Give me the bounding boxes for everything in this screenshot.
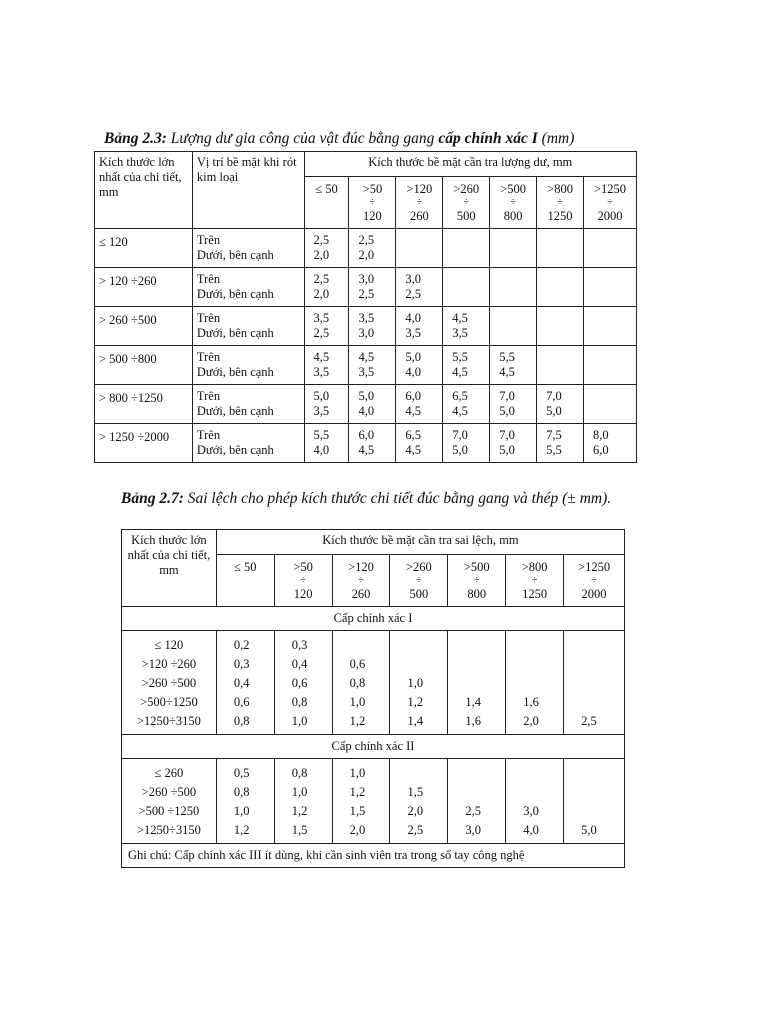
table1-value-cell bbox=[443, 307, 490, 346]
size-range-from: >500 bbox=[463, 560, 490, 574]
value bbox=[581, 693, 624, 712]
table2-size-labels bbox=[122, 631, 217, 735]
value: 1,6 bbox=[465, 714, 481, 728]
value: 0,6 bbox=[233, 695, 250, 709]
value bbox=[465, 655, 505, 674]
value: 1,0 bbox=[233, 804, 250, 818]
table1-value-cell bbox=[349, 424, 396, 463]
value-bottom: 2,0 bbox=[358, 248, 375, 262]
table1-header-size: Kích thước lớn nhất của chi tiết, mm bbox=[95, 152, 193, 229]
value: 0,8 bbox=[291, 695, 308, 709]
size-label: >500 ÷1250 bbox=[138, 804, 200, 818]
size-range-from: >800 bbox=[547, 182, 573, 196]
table2-body bbox=[122, 530, 625, 868]
value: 1,2 bbox=[233, 823, 250, 837]
value: 0,6 bbox=[349, 657, 366, 671]
table1-value-cell bbox=[584, 424, 637, 463]
table1-caption-unit: (mm) bbox=[537, 130, 575, 147]
table1-value-cell bbox=[349, 385, 396, 424]
value: 1,2 bbox=[349, 714, 366, 728]
size-range-to: 800 bbox=[467, 587, 487, 601]
table1-value-cell bbox=[304, 307, 349, 346]
table1-size-cell: > 120 ÷260 bbox=[95, 268, 193, 307]
table1-caption bbox=[104, 129, 664, 149]
value-bottom: 2,5 bbox=[313, 326, 330, 340]
table1-row bbox=[95, 424, 637, 463]
value-bottom: 2,0 bbox=[313, 248, 330, 262]
table2-size-col-header bbox=[564, 555, 625, 607]
size-label: >260 ÷500 bbox=[141, 676, 197, 690]
table2-caption bbox=[121, 489, 641, 509]
position-top-label: Trên bbox=[196, 389, 221, 403]
value-top: 5,0 bbox=[405, 350, 421, 364]
table1-value-cell bbox=[349, 346, 396, 385]
value-bottom: 4,5 bbox=[452, 404, 468, 418]
table1-value-cell bbox=[490, 424, 537, 463]
value-bottom: 5,0 bbox=[452, 443, 468, 457]
size-range-from: >50 bbox=[293, 560, 313, 574]
size-range-to: 2000 bbox=[597, 209, 623, 223]
table2-section-row bbox=[122, 607, 625, 631]
table1-row bbox=[95, 307, 637, 346]
value-top: 6,0 bbox=[405, 389, 421, 403]
table1-value-cell bbox=[396, 268, 443, 307]
position-bottom-label: Dưới, bên cạnh bbox=[196, 404, 274, 418]
value: 1,0 bbox=[349, 766, 366, 780]
value-top: 5,0 bbox=[358, 389, 375, 403]
value: 0,8 bbox=[233, 714, 250, 728]
position-top-label: Trên bbox=[196, 428, 221, 442]
value: 1,5 bbox=[407, 785, 424, 799]
table2-header-size: Kích thước lớn nhất của chi tiết, mm bbox=[122, 530, 217, 607]
table2-value-column bbox=[274, 631, 332, 735]
value: 0,8 bbox=[233, 785, 250, 799]
value: 0,4 bbox=[291, 657, 308, 671]
value-bottom: 3,5 bbox=[313, 365, 330, 379]
table1-header-row bbox=[95, 152, 637, 177]
table2-value-column bbox=[274, 759, 332, 844]
position-top-label: Trên bbox=[196, 272, 221, 286]
table1-row bbox=[95, 229, 637, 268]
value bbox=[581, 764, 624, 783]
table2-header-group: Kích thước bề mặt cần tra sai lệch, mm bbox=[216, 530, 624, 555]
table2-value-column bbox=[216, 759, 274, 844]
table1-value-cell bbox=[349, 229, 396, 268]
value: 0,6 bbox=[291, 676, 308, 690]
table1-caption-emphasis: cấp chính xác I bbox=[438, 130, 538, 147]
value bbox=[407, 764, 447, 783]
size-range-divider: ÷ bbox=[416, 575, 422, 586]
value-bottom: 3,5 bbox=[358, 365, 375, 379]
value-bottom: 4,0 bbox=[358, 404, 375, 418]
table1-value-cell bbox=[304, 229, 349, 268]
value-bottom: 4,5 bbox=[452, 365, 468, 379]
size-range-from: >120 bbox=[406, 182, 433, 196]
value-bottom: 2,5 bbox=[358, 287, 375, 301]
table1-size-col-header bbox=[349, 177, 396, 229]
table1-value-cell bbox=[584, 307, 637, 346]
size-range-divider: ÷ bbox=[416, 197, 423, 208]
table2-value-column bbox=[216, 631, 274, 735]
size-range-divider: ÷ bbox=[607, 197, 613, 208]
value: 1,6 bbox=[523, 695, 539, 709]
value-top: 4,5 bbox=[313, 350, 330, 364]
table1-value-cell bbox=[304, 424, 349, 463]
table1-value-cell bbox=[349, 268, 396, 307]
table1-header-position: Vị trí bề mặt khi rót kim loại bbox=[192, 152, 304, 229]
table2-section-title: Cấp chính xác II bbox=[122, 735, 625, 759]
value-bottom: 5,0 bbox=[499, 404, 515, 418]
position-bottom-label: Dưới, bên cạnh bbox=[196, 287, 274, 301]
size-range-divider: ÷ bbox=[591, 575, 597, 586]
position-bottom-label: Dưới, bên cạnh bbox=[196, 443, 274, 457]
table2-size-col-header bbox=[332, 555, 390, 607]
position-top-label: Trên bbox=[196, 311, 221, 325]
size-label: ≤ 120 bbox=[154, 638, 184, 652]
size-label: ≤ 260 bbox=[154, 766, 184, 780]
value: 3,0 bbox=[523, 804, 539, 818]
value-bottom: 5,5 bbox=[546, 443, 562, 457]
table1-value-cell bbox=[537, 346, 584, 385]
value-top: 4,5 bbox=[358, 350, 375, 364]
table2-value-column bbox=[448, 631, 506, 735]
table2-value-column bbox=[390, 759, 448, 844]
value bbox=[523, 655, 563, 674]
table2-data-row bbox=[122, 759, 625, 844]
value-bottom: 4,5 bbox=[499, 365, 515, 379]
table1-row bbox=[95, 346, 637, 385]
value: 0,3 bbox=[233, 657, 250, 671]
size-range-divider: ÷ bbox=[358, 575, 364, 586]
table2-caption-text: Sai lệch cho phép kích thước chi tiết đúc bằng gang và thép (± mm). bbox=[183, 490, 612, 507]
table1-size-col-header bbox=[396, 177, 443, 229]
value-bottom: 3,0 bbox=[358, 326, 375, 340]
size-range-to: 500 bbox=[456, 209, 476, 223]
value-top: 5,5 bbox=[499, 350, 515, 364]
value: 1,0 bbox=[291, 714, 308, 728]
size-range-divider: ÷ bbox=[510, 197, 516, 208]
value bbox=[350, 636, 390, 655]
table1-value-cell bbox=[396, 346, 443, 385]
table1-position-cell bbox=[192, 346, 304, 385]
table2-caption-label: Bảng 2.7: bbox=[121, 490, 184, 507]
size-range-from: >50 bbox=[362, 182, 383, 196]
value bbox=[465, 764, 505, 783]
value-top: 8,0 bbox=[593, 428, 609, 442]
table2 bbox=[121, 529, 625, 868]
size-range-to: 260 bbox=[409, 209, 429, 223]
value-bottom: 5,0 bbox=[546, 404, 562, 418]
value-bottom: 2,0 bbox=[313, 287, 330, 301]
value-top: 6,5 bbox=[452, 389, 468, 403]
size-range-to: 2000 bbox=[581, 587, 607, 601]
value: 2,5 bbox=[465, 804, 481, 818]
size-range-divider: ÷ bbox=[474, 575, 480, 586]
table2-size-labels bbox=[122, 759, 217, 844]
size-range-from: >260 bbox=[406, 560, 432, 574]
value bbox=[465, 674, 505, 693]
size-range-from: >120 bbox=[348, 560, 374, 574]
size-range-from: >500 bbox=[500, 182, 527, 196]
value: 1,2 bbox=[291, 804, 308, 818]
table1-position-cell bbox=[192, 385, 304, 424]
table1-value-cell bbox=[537, 229, 584, 268]
value-bottom: 3,5 bbox=[452, 326, 468, 340]
value bbox=[465, 783, 505, 802]
table2-value-column bbox=[332, 759, 390, 844]
value-top: 7,5 bbox=[546, 428, 562, 442]
value: 1,0 bbox=[349, 695, 366, 709]
value-top: 4,5 bbox=[452, 311, 468, 325]
table1-value-cell bbox=[349, 307, 396, 346]
table1-value-cell bbox=[490, 229, 537, 268]
table1-value-cell bbox=[396, 385, 443, 424]
size-range-divider: ÷ bbox=[300, 575, 306, 586]
value-bottom: 3,5 bbox=[313, 404, 330, 418]
value bbox=[407, 655, 447, 674]
size-label: >120 ÷260 bbox=[141, 657, 197, 671]
table1-body bbox=[95, 152, 637, 463]
size-range-to: 800 bbox=[503, 209, 523, 223]
table2-value-column bbox=[332, 631, 390, 735]
value: 1,5 bbox=[291, 823, 308, 837]
value-top: 5,5 bbox=[313, 428, 330, 442]
value: 2,0 bbox=[407, 804, 424, 818]
value-top: 3,0 bbox=[405, 272, 421, 286]
table2-value-column bbox=[448, 759, 506, 844]
value-top: 3,5 bbox=[313, 311, 330, 325]
value-top: 7,0 bbox=[546, 389, 562, 403]
value bbox=[523, 674, 563, 693]
table1-size-cell: > 800 ÷1250 bbox=[95, 385, 193, 424]
table1-row bbox=[95, 268, 637, 307]
value-top: 7,0 bbox=[499, 389, 515, 403]
table2-value-column bbox=[564, 759, 625, 844]
value bbox=[523, 783, 563, 802]
table1-value-cell bbox=[304, 346, 349, 385]
table1-value-cell bbox=[304, 268, 349, 307]
table2-section-title: Cấp chính xác I bbox=[122, 607, 625, 631]
value: 1,0 bbox=[291, 785, 308, 799]
table1-header-group: Kích thước bề mặt cần tra lượng dư, mm bbox=[304, 152, 636, 177]
table1-position-cell bbox=[192, 307, 304, 346]
size-range-to: 260 bbox=[351, 587, 371, 601]
table1-value-cell bbox=[396, 424, 443, 463]
value-top: 5,5 bbox=[452, 350, 468, 364]
value: 2,0 bbox=[523, 714, 539, 728]
size-range-divider: ÷ bbox=[531, 575, 538, 586]
value: 0,3 bbox=[291, 638, 308, 652]
table1-value-cell bbox=[537, 385, 584, 424]
value: 0,8 bbox=[349, 676, 366, 690]
position-bottom-label: Dưới, bên cạnh bbox=[196, 248, 274, 262]
value-top: 4,0 bbox=[405, 311, 421, 325]
table1-size-col-header bbox=[304, 177, 349, 229]
size-range-from: >800 bbox=[521, 560, 548, 574]
size-label: >500÷1250 bbox=[140, 695, 198, 709]
table1-value-cell bbox=[490, 268, 537, 307]
value-top: 3,0 bbox=[358, 272, 375, 286]
value: 3,0 bbox=[465, 823, 481, 837]
size-range-from: ≤ 50 bbox=[234, 560, 257, 574]
value bbox=[581, 783, 624, 802]
size-range-to: 1250 bbox=[547, 209, 573, 223]
value-top: 6,5 bbox=[405, 428, 421, 442]
table1-size-cell: > 260 ÷500 bbox=[95, 307, 193, 346]
table2-note: Ghi chú: Cấp chính xác III ít dùng, khi cần sinh viên tra trong sổ tay công nghệ bbox=[122, 844, 625, 868]
position-top-label: Trên bbox=[196, 350, 221, 364]
table1-value-cell bbox=[584, 268, 637, 307]
value-top: 7,0 bbox=[499, 428, 515, 442]
table1 bbox=[94, 151, 637, 463]
value-top: 5,0 bbox=[313, 389, 330, 403]
table2-value-column bbox=[564, 631, 625, 735]
table2-value-column bbox=[390, 631, 448, 735]
size-label: >260 ÷500 bbox=[141, 785, 197, 799]
table1-caption-text: Lượng dư gia công của vật đúc bằng gang bbox=[166, 130, 439, 147]
size-range-to: 120 bbox=[363, 209, 382, 223]
value bbox=[581, 802, 624, 821]
value: 0,8 bbox=[291, 766, 308, 780]
size-label: >1250÷3150 bbox=[136, 714, 201, 728]
value-bottom: 2,5 bbox=[405, 287, 421, 301]
size-range-divider: ÷ bbox=[369, 197, 376, 208]
value: 0,2 bbox=[233, 638, 250, 652]
position-bottom-label: Dưới, bên cạnh bbox=[196, 365, 274, 379]
table1-position-cell bbox=[192, 424, 304, 463]
table1-value-cell bbox=[537, 424, 584, 463]
table1-size-col-header bbox=[537, 177, 584, 229]
value bbox=[523, 636, 563, 655]
value-top: 2,5 bbox=[313, 233, 330, 247]
table1-size-cell: > 1250 ÷2000 bbox=[95, 424, 193, 463]
table1-value-cell bbox=[304, 385, 349, 424]
size-range-to: 1250 bbox=[522, 587, 548, 601]
value-bottom: 4,0 bbox=[405, 365, 421, 379]
value: 2,5 bbox=[581, 714, 597, 728]
value: 2,0 bbox=[349, 823, 366, 837]
size-range-divider: ÷ bbox=[463, 197, 469, 208]
value bbox=[581, 655, 624, 674]
value-bottom: 4,5 bbox=[358, 443, 375, 457]
value-bottom: 3,5 bbox=[405, 326, 421, 340]
table1-size-cell: > 500 ÷800 bbox=[95, 346, 193, 385]
table1-position-cell bbox=[192, 268, 304, 307]
position-top-label: Trên bbox=[196, 233, 221, 247]
table2-size-col-header bbox=[506, 555, 564, 607]
value-top: 2,5 bbox=[313, 272, 330, 286]
size-range-from: ≤ 50 bbox=[315, 182, 338, 196]
value: 1,0 bbox=[407, 676, 424, 690]
value bbox=[581, 674, 624, 693]
value-top: 7,0 bbox=[452, 428, 468, 442]
size-range-to: 120 bbox=[293, 587, 313, 601]
value-bottom: 6,0 bbox=[593, 443, 609, 457]
value bbox=[581, 636, 624, 655]
table1-value-cell bbox=[443, 268, 490, 307]
table2-value-column bbox=[506, 631, 564, 735]
table1-size-col-header bbox=[443, 177, 490, 229]
table1-position-cell bbox=[192, 229, 304, 268]
size-range-from: >1250 bbox=[578, 560, 611, 574]
size-range-from: >260 bbox=[453, 182, 480, 196]
value bbox=[523, 764, 563, 783]
table1-size-col-header bbox=[490, 177, 537, 229]
size-range-to: 500 bbox=[409, 587, 429, 601]
value: 2,5 bbox=[407, 823, 424, 837]
value: 1,4 bbox=[465, 695, 481, 709]
table1-row bbox=[95, 385, 637, 424]
table2-size-col-header bbox=[274, 555, 332, 607]
value: 4,0 bbox=[523, 823, 539, 837]
table2-value-column bbox=[506, 759, 564, 844]
table1-value-cell bbox=[443, 385, 490, 424]
value-top: 6,0 bbox=[358, 428, 375, 442]
table1-value-cell bbox=[537, 268, 584, 307]
value-top: 3,5 bbox=[358, 311, 375, 325]
table1-value-cell bbox=[443, 229, 490, 268]
value: 1,2 bbox=[407, 695, 424, 709]
table1-value-cell bbox=[490, 346, 537, 385]
table1-value-cell bbox=[443, 346, 490, 385]
value: 5,0 bbox=[581, 823, 597, 837]
table1-value-cell bbox=[584, 346, 637, 385]
value-bottom: 4,5 bbox=[405, 404, 421, 418]
value-top: 2,5 bbox=[358, 233, 375, 247]
value: 1,5 bbox=[349, 804, 366, 818]
table2-note-row bbox=[122, 844, 625, 868]
table2-header-row bbox=[122, 530, 625, 555]
table1-value-cell bbox=[443, 424, 490, 463]
table1-value-cell bbox=[490, 307, 537, 346]
table1-value-cell bbox=[537, 307, 584, 346]
table1-size-cell: ≤ 120 bbox=[95, 229, 193, 268]
size-range-divider: ÷ bbox=[557, 197, 563, 208]
value bbox=[465, 636, 505, 655]
table2-size-col-header bbox=[390, 555, 448, 607]
table1-value-cell bbox=[396, 307, 443, 346]
value-bottom: 5,0 bbox=[499, 443, 515, 457]
table1-value-cell bbox=[584, 385, 637, 424]
value-bottom: 4,0 bbox=[313, 443, 330, 457]
value bbox=[407, 636, 447, 655]
table1-size-col-header bbox=[584, 177, 637, 229]
table2-section-row bbox=[122, 735, 625, 759]
value: 0,5 bbox=[233, 766, 250, 780]
table1-value-cell bbox=[584, 229, 637, 268]
position-bottom-label: Dưới, bên cạnh bbox=[196, 326, 274, 340]
value: 1,4 bbox=[407, 714, 424, 728]
size-label: >1250÷3150 bbox=[136, 823, 201, 837]
table1-caption-label: Bảng 2.3: bbox=[104, 130, 167, 147]
table1-value-cell bbox=[396, 229, 443, 268]
table2-size-col-header bbox=[448, 555, 506, 607]
table2-size-col-header bbox=[216, 555, 274, 607]
table1-value-cell bbox=[490, 385, 537, 424]
value: 1,2 bbox=[349, 785, 366, 799]
value-bottom: 4,5 bbox=[405, 443, 421, 457]
size-range-from: >1250 bbox=[593, 182, 627, 196]
value: 0,4 bbox=[233, 676, 250, 690]
table2-data-row bbox=[122, 631, 625, 735]
